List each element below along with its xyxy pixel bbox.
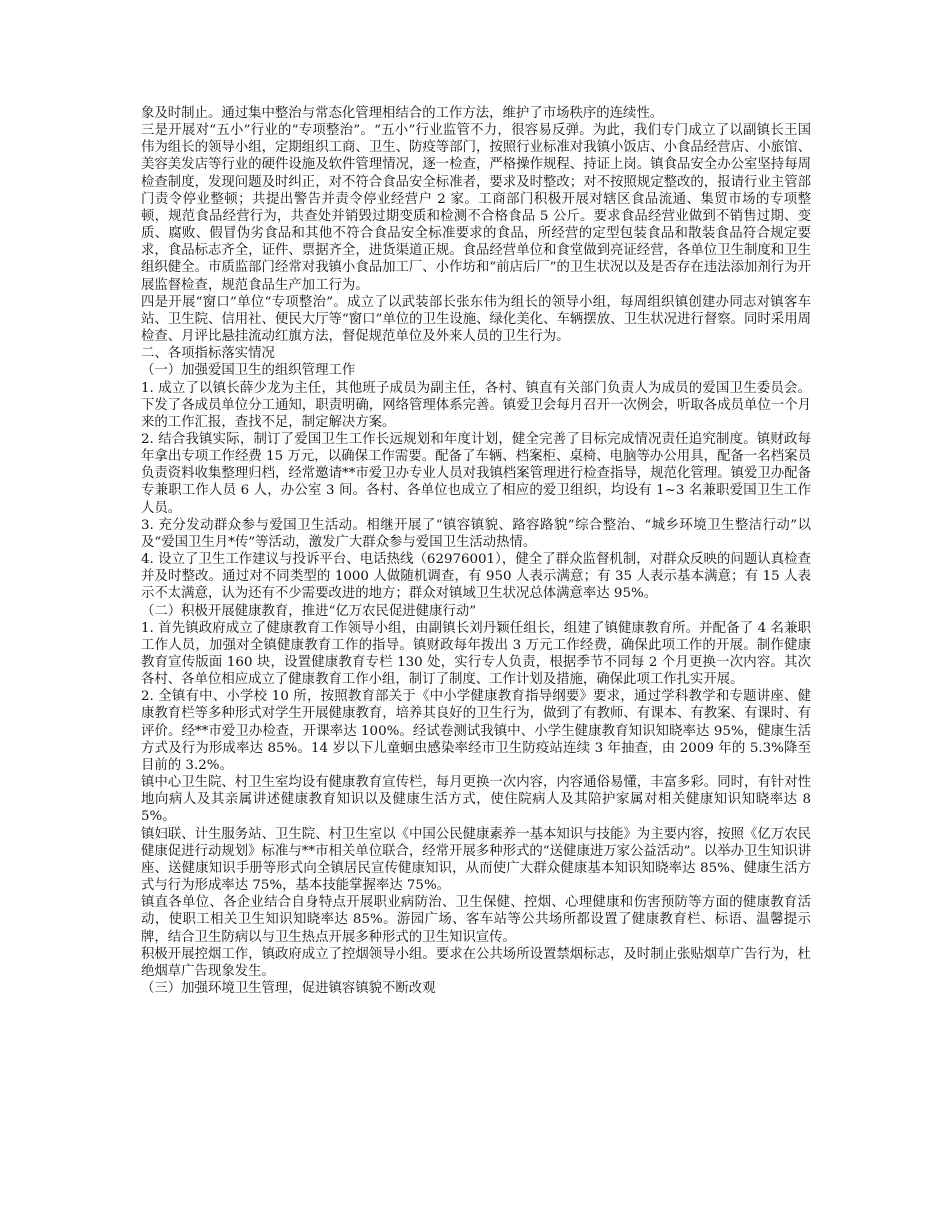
paragraph-five-small-industries: 三是开展对“五小”行业的“专项整治”。“五小”行业监管不力，很容易反弹。为此，我们专门成立了以副镇长王国伟为组长的领导小组，定期组织工商、卫生、防疫等部门，按照行业标准对我镇小饭店、小食品经营店、小旅馆、美容美发店等行业的硬件设施及软件管理情况，逐一检查，严格操作规程、持证上岗。镇食品安全办公室坚持每周检查制度，发现问题及时纠正，对不符合食品安全标准者，要求及时整改；对不按照规定整改的，报请行业主管部门责令停业整顿；共提出警告并责令停业经营户 2 家。工商部门积极开展对辖区食品流通、集贸市场的专项整顿，规范食品经营行为，共查处并销毁过期变质和检测不合格食品 5 公斤。要求食品经营业做到不销售过期、变质、腐败、假冒伪劣食品和其他不符合食品安全标准要求的食品，所经营的定型包装食品和散装食品符合规定要求，食品标志齐全，证件、票据齐全，进货渠道正规。食品经营单位和食堂做到亮证经营，各单位卫生制度和卫生组织健全。市质监部门经常对我镇小食品加工厂、小作坊和“前店后厂”的卫生状况以及是否存在违法添加剂行为开展监督检查，规范食品生产加工行为。: [141, 123, 811, 293]
subsection-heading-organization: （一）加强爱国卫生的组织管理工作: [141, 363, 356, 379]
subsection-heading-environment: （三）加强环境卫生管理，促进镇容镇貌不断改观: [141, 980, 436, 996]
paragraph-health-edu-item-2-schools: 2. 全镇有中、小学校 10 所，按照教育部关于《中小学健康教育指导纲要》要求，通过学科教学和专题讲座、健康教育栏等多种形式对学生开展健康教育，培养其良好的卫生行为，做到了有教师、有课本、有教案、有课时、有评价。经**市爱卫办检查，开课率达 100%。经试卷测试我镇中、小学生健康教育知识知晓率达 95%，健康生活方式及行为形成率达 85%。14 岁以下儿童蛔虫感染率经市卫生防疫站连续 3 年抽查，由 2009 年的 5.3%降至目前的 3.2%。: [141, 689, 811, 773]
paragraph-window-units: 四是开展“窗口”单位“专项整治”。成立了以武装部长张东伟为组长的领导小组，每周组织镇创建办同志对镇客车站、卫生院、信用社、便民大厅等“窗口”单位的卫生设施、绿化美化、车辆摆放、卫生状况进行督察。同时采用周检查、月评比悬挂流动红旗方法，督促规范单位及外来人员的卫生行为。: [141, 294, 811, 345]
section-heading-indicators: 二、各项指标落实情况: [141, 346, 275, 362]
paragraph-enterprises: 镇直各单位、各企业结合自身特点开展职业病防治、卫生保健、控烟、心理健康和伤害预防等方面的健康教育活动，使职工相关卫生知识知晓率达 85%。游园广场、客车站等公共场所都设置了健康教育栏、标语、温馨提示牌，结合卫生防病以与卫生热点开展多种形式的卫生知识宣传。: [141, 895, 811, 945]
paragraph-market-order: 象及时制止。通过集中整治与常态化管理相结合的工作方法，维护了市场秩序的连续性。: [141, 106, 664, 121]
subsection-heading-health-education: （二）积极开展健康教育，推进“亿万农民促进健康行动”: [141, 603, 477, 619]
paragraph-item-4-complaints: 4. 设立了卫生工作建议与投诉平台、电话热线（62976001），健全了群众监督机制，对群众反映的问题认真检查并及时整改。通过对不同类型的 1000 人做随机调查，有 950 人表示满意；有 35 人表示基本满意；有 15 人表示不太满意，认为还有不少需要改进的地方；群众对镇域卫生状况总体满意率达 95%。: [141, 552, 811, 602]
paragraph-womens-federation: 镇妇联、计生服务站、卫生院、村卫生室以《中国公民健康素养一基本知识与技能》为主要内容，按照《亿万农民健康促进行动规划》标准与**市相关单位联合，经常开展多种形式的“送健康进万家公益活动”。以举办卫生知识讲座、送健康知识手册等形式向全镇居民宣传健康知识，从而使广大群众健康基本知识知晓率达 85%、健康生活方式与行为形成率达 75%，基本技能掌握率达 75%。: [141, 826, 811, 894]
paragraph-tobacco-control: 积极开展控烟工作，镇政府成立了控烟领导小组。要求在公共场所设置禁烟标志，及时制止张贴烟草广告行为，杜绝烟草广告现象发生。: [141, 946, 811, 979]
paragraph-item-1-committee: 1. 成立了以镇长薛少龙为主任，其他班子成员为副主任，各村、镇直有关部门负责人为成员的爱国卫生委员会。下发了各成员单位分工通知，职责明确，网络管理体系完善。镇爱卫会每月召开一次例会，听取各成员单位一个月来的工作汇报，查找不足，制定解决方案。: [141, 380, 811, 430]
paragraph-item-2-planning: 2. 结合我镇实际，制订了爱国卫生工作长远规划和年度计划，健全完善了目标完成情况责任追究制度。镇财政每年拿出专项工作经费 15 万元，以确保工作需要。配备了车辆、档案柜、桌椅、电脑等办公用具，配备一名档案员负责资料收集整理归档，经常邀请**市爱卫办专业人员对我镇档案管理进行检查指导，规范化管理。镇爱卫办配备专兼职工作人员 6 人，办公室 3 间。各村、各单位也成立了相应的爱卫组织，均设有 1~3 名兼职爱国卫生工作人员。: [141, 431, 811, 516]
paragraph-health-centers: 镇中心卫生院、村卫生室均设有健康教育宣传栏，每月更换一次内容，内容通俗易懂，丰富多彩。同时，有针对性地向病人及其亲属讲述健康教育知识以及健康生活方式，使住院病人及其陪护家属对相关健康知识知晓率达 85%。: [141, 775, 811, 825]
document-page: [141, 105, 811, 997]
paragraph-health-edu-item-1: 1. 首先镇政府成立了健康教育工作领导小组，由副镇长刘丹颖任组长，组建了镇健康教育所。并配备了 4 名兼职工作人员，加强对全镇健康教育工作的指导。镇财政每年拨出 3 万元工作经费，确保此项工作的开展。制作健康教育宣传版面 160 块，设置健康教育专栏 130 处，实行专人负责，根据季节不同每 2 个月更换一次内容。其次各村、各单位相应成立了健康教育工作小组，制订了制度、工作计划及措施，确保此项工作扎实开展。: [141, 620, 811, 688]
paragraph-item-3-mobilization: 3. 充分发动群众参与爱国卫生活动。相继开展了“镇容镇貌、路容路貌”综合整治、“城乡环境卫生整洁行动”以及“爱国卫生月*传”等活动，激发广大群众参与爱国卫生活动热情。: [141, 517, 811, 550]
